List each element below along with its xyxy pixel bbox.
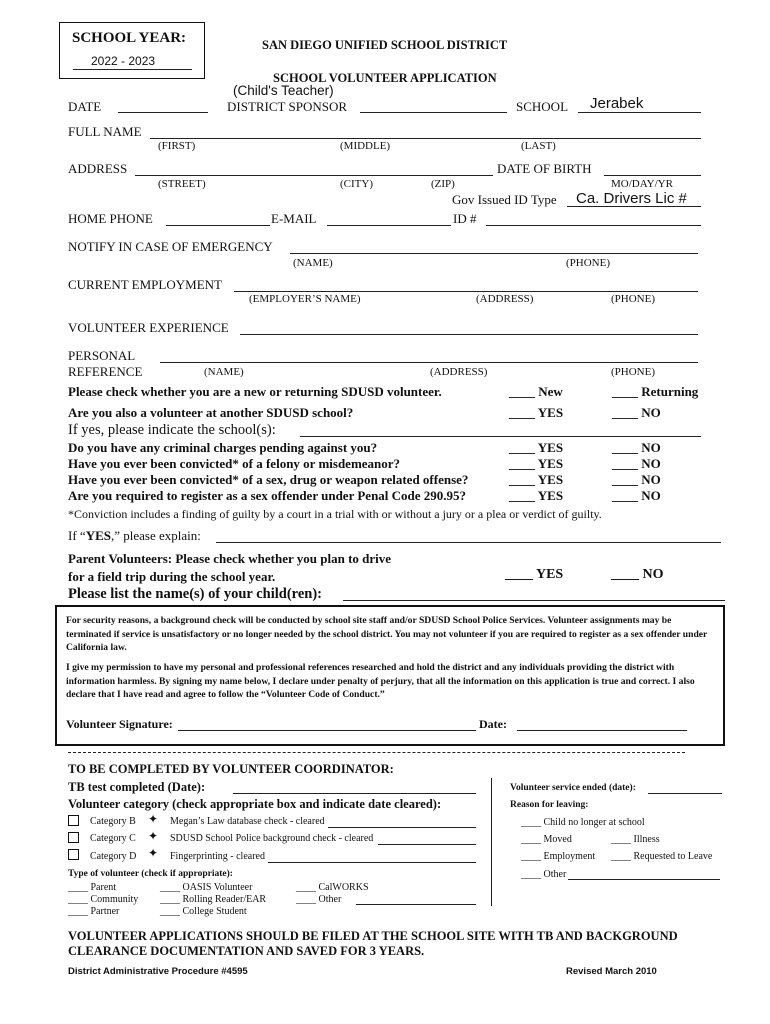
signature-field[interactable] [178,730,476,731]
category-c-checkbox[interactable] [68,832,79,843]
reason-label: Reason for leaving: [510,800,589,810]
indicate-schools-label: If yes, please indicate the school(s): [68,422,276,438]
street-caption: (STREET) [158,178,206,190]
parent-volunteer-text-2: for a field trip during the school year. [68,569,276,584]
signature-date-label: Date: [479,717,507,731]
reference-field[interactable] [160,362,698,363]
category-b-checkbox[interactable] [68,815,79,826]
field-trip-no[interactable]: ____ NO [611,567,664,582]
signature-label: Volunteer Signature: [66,717,173,731]
notice-paragraph-1: For security reasons, a background check will be conducted by school site staff and/or SDUSD School Police Services. Volunteer assignments may be terminated if service is unsatisfactory or no longer needed by the school district. You may not volunteer if you are required to register as a sex offender under California law. [66,615,708,653]
category-c-label: Category C [90,833,136,844]
reason-other-field[interactable] [568,879,720,880]
question-new-returning: Please check whether you are a new or returning SDUSD volunteer. [68,384,442,399]
emergency-name-caption: (NAME) [293,257,333,269]
vertical-divider [491,778,492,906]
middle-name-caption: (MIDDLE) [340,140,391,152]
reference-name-caption: (NAME) [204,366,244,378]
category-c-field[interactable] [378,844,476,845]
charges-yes[interactable]: ____ YES [509,440,564,455]
reason-other[interactable]: ____ Other [521,869,567,880]
type-other-field[interactable] [356,904,476,905]
dob-format-caption: MO/DAY/YR [611,178,673,190]
full-name-field[interactable] [150,138,701,139]
category-b-star-icon: ✦ [148,812,159,826]
notice-paragraph-2: I give my permission to have my personal and professional references researched and hold the district and any individuals providing the district with information harmless. By signing my name below, I declare under penalty of perjury, that all the information on this application is true and correct. I also declare that I have read and agree to follow the “Volunteer Code of Conduct.” [66,662,695,700]
employment-address-caption: (ADDRESS) [476,293,534,305]
type-rolling-reader[interactable]: ____ Rolling Reader/EAR [160,894,267,905]
address-field[interactable] [135,175,493,176]
type-parent[interactable]: ____ Parent [68,882,117,893]
type-oasis[interactable]: ____ OASIS Volunteer [160,882,253,893]
id-number-label: ID # [453,211,477,226]
question-charges: Do you have any criminal charges pending against you? [68,440,378,455]
service-ended-label: Volunteer service ended (date): [510,783,636,793]
category-d-checkbox[interactable] [68,849,79,860]
home-phone-label: HOME PHONE [68,211,153,226]
school-year-line [73,69,192,70]
type-college-student[interactable]: ____ College Student [160,906,247,917]
cut-line [68,752,685,753]
home-phone-field[interactable] [166,225,270,226]
volunteer-type-label: Type of volunteer (check if appropriate): [68,869,233,879]
reason-employment[interactable]: ____ Employment [521,851,596,862]
other-school-no[interactable]: ____ NO [612,405,661,420]
sex-drug-weapon-yes[interactable]: ____ YES [509,472,564,487]
reason-moved[interactable]: ____ Moved [521,834,572,845]
emergency-phone-caption: (PHONE) [566,257,610,269]
children-label: Please list the name(s) of your child(ren): [68,586,322,602]
question-felony: Have you ever been convicted* of a felony or misdemeanor? [68,456,401,471]
explain-label [68,528,201,544]
felony-yes[interactable]: ____ YES [509,456,564,471]
reason-illness[interactable]: ____ Illness [611,834,660,845]
category-d-field[interactable] [268,862,476,863]
district-sponsor-field[interactable] [360,112,507,113]
form-title: SCHOOL VOLUNTEER APPLICATION [273,71,497,85]
parent-volunteer-text-1: Parent Volunteers: Please check whether you plan to drive [68,551,392,566]
district-sponsor-label: DISTRICT SPONSOR [227,99,348,114]
date-field[interactable] [118,112,208,113]
category-d-label: Category D [90,851,137,862]
children-field[interactable] [343,600,725,601]
category-b-field[interactable] [328,827,476,828]
email-label: E-MAIL [271,211,317,226]
employment-label: CURRENT EMPLOYMENT [68,277,222,292]
other-school-yes[interactable]: ____ YES [509,405,564,420]
zip-caption: (ZIP) [431,178,455,190]
question-other-school: Are you also a volunteer at another SDUSD school? [68,405,354,420]
register-yes[interactable]: ____ YES [509,488,564,503]
experience-label: VOLUNTEER EXPERIENCE [68,320,229,335]
gov-id-label: Gov Issued ID Type [452,192,557,207]
category-d-desc: Fingerprinting - cleared [170,851,265,862]
employer-caption: (EMPLOYER’S NAME) [249,293,361,305]
question-sex-drug-weapon: Have you ever been convicted* of a sex, drug or weapon related offense? [68,472,469,487]
category-b-desc: Megan’s Law database check - cleared [170,816,325,827]
district-name: SAN DIEGO UNIFIED SCHOOL DISTRICT [262,38,508,52]
reason-child-no-longer[interactable]: ____ Child no longer at school [521,817,645,828]
reason-requested-to-leave[interactable]: ____ Requested to Leave [611,851,713,862]
school-year-value[interactable]: 2022 - 2023 [91,54,156,68]
reference-label-1: PERSONAL [68,348,136,363]
date-label: DATE [68,99,102,114]
emergency-field[interactable] [290,253,698,254]
full-name-label: FULL NAME [68,124,142,139]
indicate-schools-field[interactable] [300,436,701,437]
felony-no[interactable]: ____ NO [612,456,661,471]
school-value[interactable]: Jerabek [590,95,644,112]
charges-no[interactable]: ____ NO [612,440,661,455]
field-trip-yes[interactable]: ____ YES [505,567,564,582]
service-ended-field[interactable] [648,793,722,794]
type-partner[interactable]: ____ Partner [68,906,120,917]
experience-field[interactable] [240,334,698,335]
sponsor-note: (Child's Teacher) [233,83,334,98]
emergency-label: NOTIFY IN CASE OF EMERGENCY [68,239,273,254]
category-c-star-icon: ✦ [148,829,159,843]
category-d-star-icon: ✦ [148,846,159,860]
reference-address-caption: (ADDRESS) [430,366,488,378]
tb-test-label: TB test completed (Date): [68,780,206,794]
id-number-field[interactable] [486,225,701,226]
type-other[interactable]: ____ Other [296,894,342,905]
filing-notice-1: VOLUNTEER APPLICATIONS SHOULD BE FILED AT THE SCHOOL SITE WITH TB AND BACKGROUND [68,929,678,943]
register-no[interactable]: ____ NO [612,488,661,503]
reference-phone-caption: (PHONE) [611,366,655,378]
conviction-footnote: *Conviction includes a finding of guilty by a court in a trial with or without a jury or a plea or verdict of guilty. [68,507,602,521]
procedure-number: District Administrative Procedure #4595 [68,966,248,977]
address-label: ADDRESS [68,161,128,176]
question-register: Are you required to register as a sex offender under Penal Code 290.95? [68,488,467,503]
type-calworks[interactable]: ____ CalWORKS [296,882,369,893]
school-label: SCHOOL [516,99,569,114]
school-field[interactable] [578,112,701,113]
explain-label-yes: YES [85,528,111,543]
filing-notice-2: CLEARANCE DOCUMENTATION AND SAVED FOR 3 YEARS. [68,944,425,958]
sex-drug-weapon-no[interactable]: ____ NO [612,472,661,487]
category-b-label: Category B [90,816,136,827]
volunteer-category-label: Volunteer category (check appropriate box and indicate date cleared): [68,797,442,811]
new-checkbox[interactable]: ____ New [509,384,563,399]
reference-label-2: REFERENCE [68,364,143,379]
gov-id-value[interactable]: Ca. Drivers Lic # [576,190,687,207]
explain-field[interactable] [216,542,721,543]
first-name-caption: (FIRST) [158,140,196,152]
dob-field[interactable] [604,175,701,176]
returning-checkbox[interactable]: ____ Returning [612,384,699,399]
signature-date-field[interactable] [517,730,687,731]
last-name-caption: (LAST) [521,140,556,152]
type-community[interactable]: ____ Community [68,894,139,905]
revised-date: Revised March 2010 [566,966,657,977]
school-year-label: SCHOOL YEAR: [72,30,187,46]
employment-phone-caption: (PHONE) [611,293,655,305]
dob-label: DATE OF BIRTH [497,161,592,176]
explain-label-pre: If “ [68,528,86,543]
explain-label-post: ,” please explain: [110,528,201,543]
coordinator-heading: TO BE COMPLETED BY VOLUNTEER COORDINATOR: [68,762,394,776]
employment-field[interactable] [234,291,698,292]
tb-test-field[interactable] [233,793,476,794]
email-field[interactable] [327,225,451,226]
city-caption: (CITY) [340,178,373,190]
category-c-desc: SDUSD School Police background check - cleared [170,833,374,844]
